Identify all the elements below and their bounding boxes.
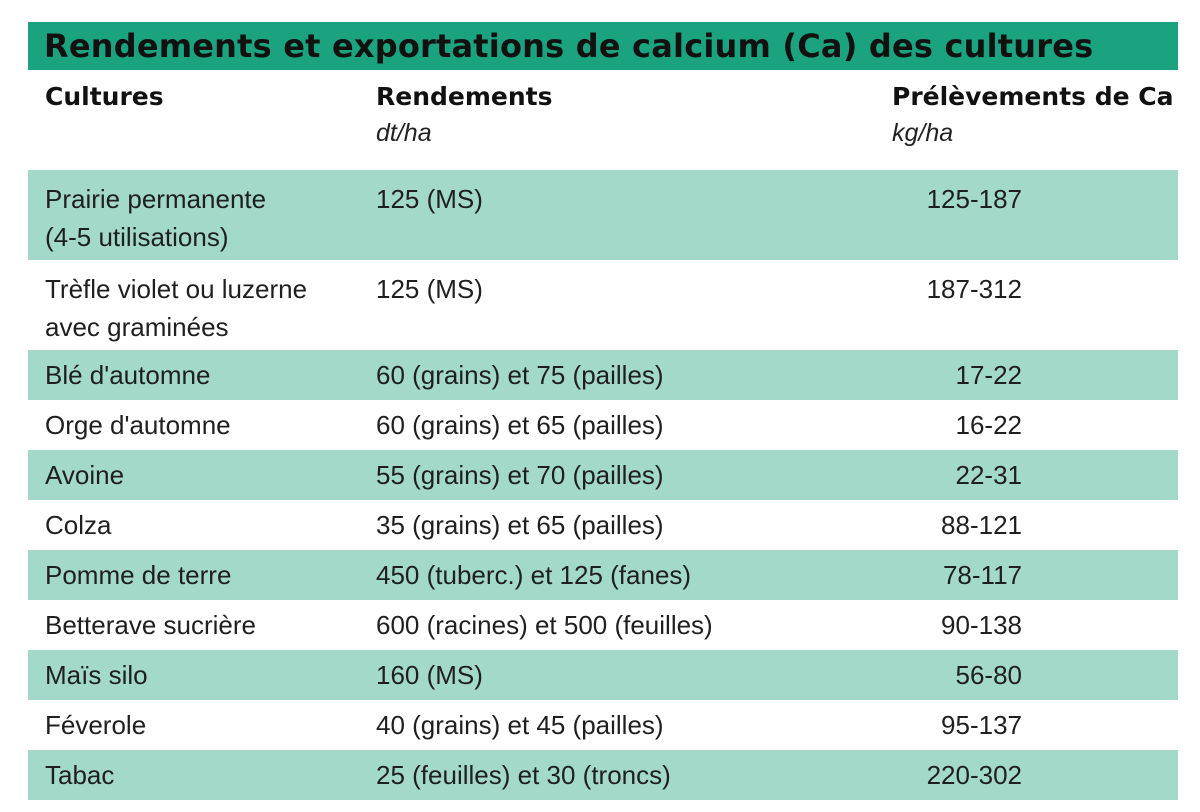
cell-ca: 220-302 bbox=[926, 760, 1022, 790]
cell-ca: 17-22 bbox=[955, 360, 1022, 390]
cell-crop-line: Trèfle violet ou luzerne bbox=[45, 274, 308, 304]
table-row bbox=[28, 260, 1178, 350]
table-body bbox=[28, 170, 1178, 800]
cell-crop bbox=[45, 656, 148, 694]
header-ca-unit: kg/ha bbox=[892, 119, 954, 147]
cell-crop-line: Maïs silo bbox=[45, 660, 148, 690]
header-crop bbox=[45, 82, 164, 111]
cell-yield: 160 (MS) bbox=[376, 660, 483, 690]
cell-crop-line: Féverole bbox=[45, 710, 147, 740]
cell-crop bbox=[45, 556, 231, 594]
cell-crop bbox=[45, 706, 146, 744]
table-header bbox=[28, 70, 1178, 170]
header-ca-label: Prélèvements de Ca bbox=[892, 82, 1174, 111]
title-bar bbox=[28, 22, 1178, 70]
cell-crop bbox=[45, 406, 231, 444]
cell-yield: 125 (MS) bbox=[376, 184, 483, 214]
table-title: Rendements et exportations de calcium (Ca) des cultures bbox=[44, 27, 1094, 65]
cell-crop-line: Prairie permanente bbox=[45, 184, 267, 214]
table-row bbox=[28, 170, 1178, 260]
cell-ca: 56-80 bbox=[955, 660, 1022, 690]
cell-crop-line: (4-5 utilisations) bbox=[45, 222, 229, 252]
cell-crop bbox=[45, 180, 266, 256]
cell-crop bbox=[45, 606, 256, 644]
cell-ca: 88-121 bbox=[941, 510, 1022, 540]
cell-crop-line: Colza bbox=[45, 510, 112, 540]
cell-yield: 60 (grains) et 65 (pailles) bbox=[376, 410, 664, 440]
cell-ca: 78-117 bbox=[942, 560, 1022, 590]
cell-yield: 25 (feuilles) et 30 (troncs) bbox=[376, 760, 671, 790]
table-row bbox=[28, 400, 1178, 450]
cell-yield: 125 (MS) bbox=[376, 274, 483, 304]
cell-yield: 55 (grains) et 70 (pailles) bbox=[376, 460, 664, 490]
table-row bbox=[28, 500, 1178, 550]
table-row bbox=[28, 450, 1178, 500]
cell-crop-line: avec graminées bbox=[45, 312, 229, 342]
header-yield bbox=[376, 82, 553, 148]
cell-ca: 125-187 bbox=[926, 184, 1022, 214]
table-row bbox=[28, 350, 1178, 400]
cell-yield: 40 (grains) et 45 (pailles) bbox=[376, 710, 664, 740]
cell-crop-line: Orge d'automne bbox=[45, 410, 231, 440]
cell-crop bbox=[45, 756, 114, 794]
table-row bbox=[28, 750, 1178, 800]
cell-crop bbox=[45, 270, 307, 346]
header-ca bbox=[892, 82, 1174, 148]
cell-yield: 60 (grains) et 75 (pailles) bbox=[376, 360, 664, 390]
cell-ca: 95-137 bbox=[941, 710, 1022, 740]
cell-ca: 22-31 bbox=[955, 460, 1022, 490]
cell-crop bbox=[45, 506, 111, 544]
table-row bbox=[28, 700, 1178, 750]
cell-crop bbox=[45, 356, 210, 394]
cell-crop bbox=[45, 456, 124, 494]
cell-crop-line: Betterave sucrière bbox=[45, 610, 256, 640]
cell-yield: 450 (tuberc.) et 125 (fanes) bbox=[376, 560, 692, 590]
cell-crop-line: Pomme de terre bbox=[45, 560, 232, 590]
table-frame bbox=[28, 22, 1178, 796]
cell-yield: 35 (grains) et 65 (pailles) bbox=[376, 510, 664, 540]
header-crop-label: Cultures bbox=[45, 82, 164, 111]
cell-crop-line: Tabac bbox=[45, 760, 115, 790]
header-yield-unit: dt/ha bbox=[376, 119, 432, 147]
table-row bbox=[28, 650, 1178, 700]
header-yield-label: Rendements bbox=[376, 82, 553, 111]
table-row bbox=[28, 600, 1178, 650]
cell-yield: 600 (racines) et 500 (feuilles) bbox=[376, 610, 713, 640]
cell-ca: 187-312 bbox=[926, 274, 1022, 304]
cell-crop-line: Avoine bbox=[45, 460, 125, 490]
cell-ca: 16-22 bbox=[955, 410, 1022, 440]
table-row bbox=[28, 550, 1178, 600]
cell-ca: 90-138 bbox=[941, 610, 1022, 640]
cell-crop-line: Blé d'automne bbox=[45, 360, 211, 390]
